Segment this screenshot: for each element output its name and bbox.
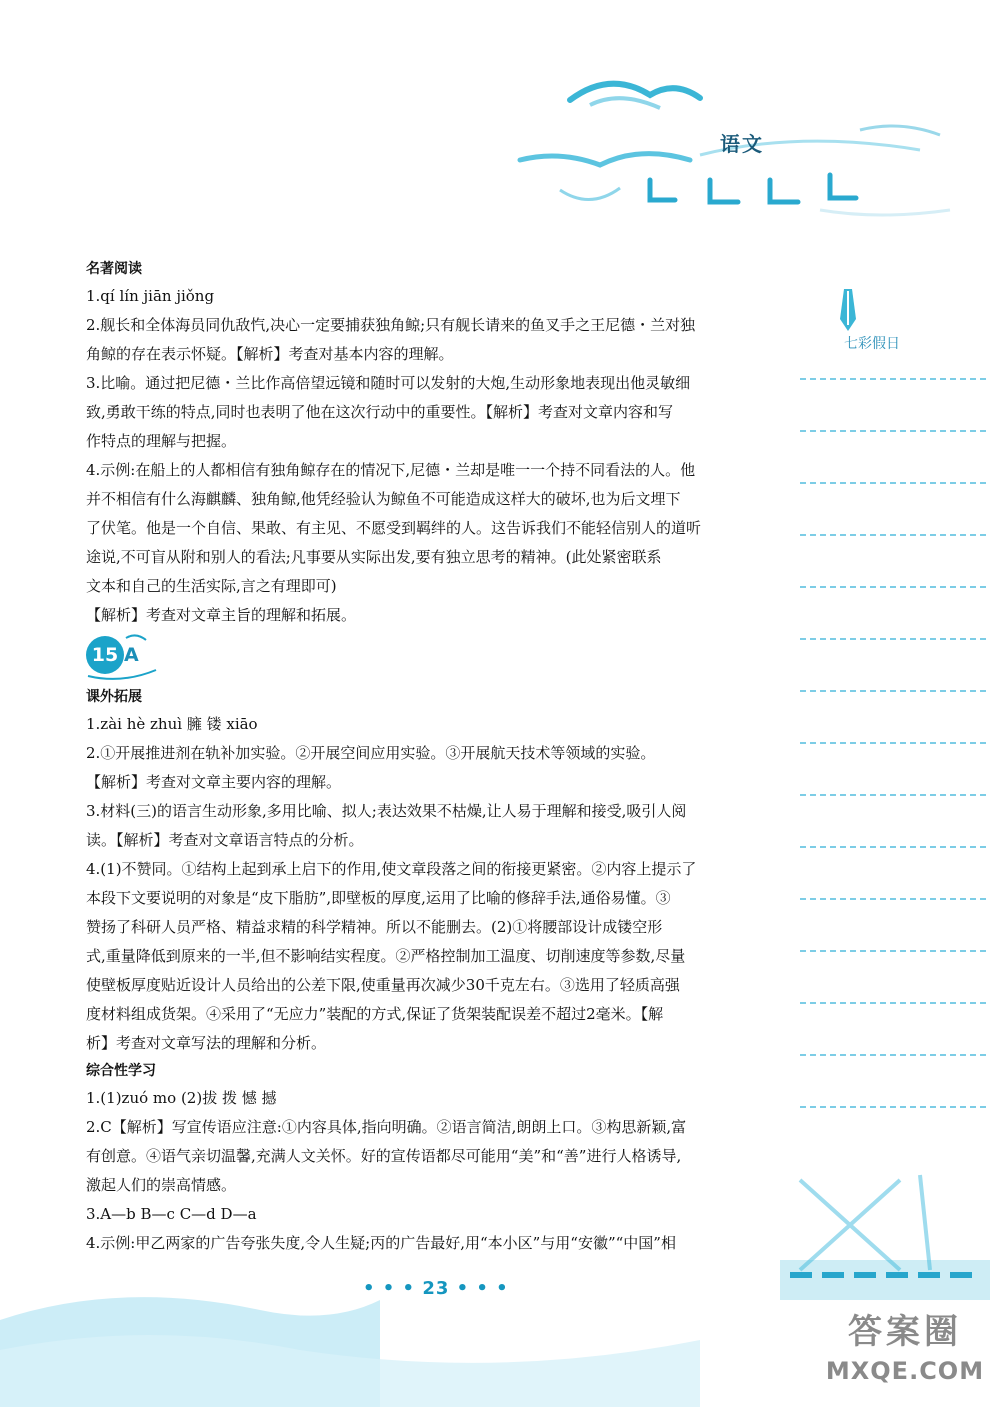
text-line: 途说,不可盲从附和别人的看法;凡事要从实际出发,要有独立思考的精神。(此处紧密联系 — [86, 548, 662, 566]
watermark — [820, 1310, 990, 1388]
text-line: 赞扬了科研人员严格、精益求精的科学精神。所以不能删去。(2)①将腰部设计成镂空形 — [86, 918, 663, 936]
text-line: 作特点的理解与把握。 — [86, 432, 237, 450]
text-line: 【解析】考查对文章主要内容的理解。 — [86, 773, 342, 791]
note-line — [800, 846, 986, 848]
text-line: 并不相信有什么海麒麟、独角鲸,他凭经验认为鲸鱼不可能造成这样大的破坏,也为后文埋下 — [86, 490, 681, 508]
answer-content — [86, 256, 764, 1258]
footer-decoration — [780, 1160, 1000, 1310]
watermark-title: 答案圈 — [848, 1312, 962, 1352]
text-line: 角鲸的存在表示怀疑。【解析】考查对基本内容的理解。 — [86, 345, 454, 363]
text-line: 3.材料(三)的语言生动形象,多用比喻、拟人;表达效果不枯燥,让人易于理解和接受,吸引人阅 — [86, 802, 687, 820]
subject-label: 语文 — [720, 132, 764, 156]
lesson-badge — [86, 630, 764, 684]
note-line — [800, 586, 986, 588]
text-line: 激起人们的崇高情感。 — [86, 1176, 237, 1194]
text-line: 1.qí lín jiān jiǒng — [86, 287, 215, 305]
note-line — [800, 742, 986, 744]
note-line — [800, 534, 986, 536]
note-line — [800, 794, 986, 796]
note-line — [800, 1054, 986, 1056]
section-title: 课外拓展 — [86, 689, 142, 705]
text-line: 使壁板厚度贴近设计人员给出的公差下限,使重量再次减少30千克左右。③选用了轻质高强 — [86, 976, 680, 994]
text-line: 文本和自己的生活实际,言之有理即可) — [86, 577, 337, 595]
text-line: 4.示例:甲乙两家的广告夸张失度,令人生疑;丙的广告最好,用“本小区”与用“安徽”“中国”相 — [86, 1234, 676, 1252]
text-line: 析】考查对文章写法的理解和分析。 — [86, 1034, 327, 1052]
note-line — [800, 898, 986, 900]
text-line: 了伏笔。他是一个自信、果敢、有主见、不愿受到羁绊的人。这告诉我们不能轻信别人的道听 — [86, 519, 702, 537]
note-line — [800, 430, 986, 432]
text-line: 【解析】考查对文章主旨的理解和拓展。 — [86, 606, 357, 624]
text-line: 4.示例:在船上的人都相信有独角鲸存在的情况下,尼德・兰却是唯一一个持不同看法的人。他 — [86, 461, 696, 479]
note-line — [800, 950, 986, 952]
text-line: 致,勇敢干练的特点,同时也表明了他在这次行动中的重要性。【解析】考查对文章内容和写 — [86, 403, 674, 421]
sidebar-title: 七彩假日 — [844, 336, 900, 352]
text-line: 3.比喻。通过把尼德・兰比作高倍望远镜和随时可以发射的大炮,生动形象地表现出他灵敏细 — [86, 374, 691, 392]
note-line — [800, 690, 986, 692]
section-title: 名著阅读 — [86, 261, 142, 277]
text-line: 有创意。④语气亲切温馨,充满人文关怀。好的宣传语都尽可能用“美”和“善”进行人格诱导, — [86, 1147, 682, 1165]
lesson-number: 15 — [86, 636, 124, 674]
text-line: 本段下文要说明的对象是“皮下脂肪”,即壁板的厚度,运用了比喻的修辞手法,通俗易懂。③ — [86, 889, 671, 907]
page-number: • • • 23 • • • — [363, 1278, 509, 1299]
text-line: 2.舰长和全体海员同仇敌忾,决心一定要捕获独角鲸;只有舰长请来的鱼叉手之王尼德・兰对独 — [86, 316, 696, 334]
note-line — [800, 482, 986, 484]
text-line: 4.(1)不赞同。①结构上起到承上启下的作用,使文章段落之间的衔接更紧密。②内容上提示了 — [86, 860, 697, 878]
text-line: 1.(1)zuó mo (2)拔 拨 憾 撼 — [86, 1089, 277, 1107]
lesson-letter: A — [124, 644, 139, 666]
text-line: 读。【解析】考查对文章语言特点的分析。 — [86, 831, 364, 849]
note-line — [800, 1106, 986, 1108]
text-line: 3.A—b B—c C—d D—a — [86, 1205, 257, 1223]
text-line: 度材料组成货架。④采用了“无应力”装配的方式,保证了货架装配误差不超过2毫米。【解 — [86, 1005, 664, 1023]
text-line: 2.C【解析】写宣传语应注意:①内容具体,指向明确。②语言简洁,朗朗上口。③构思新颖,富 — [86, 1118, 687, 1136]
text-line: 1.zài hè zhuì 臃 镂 xiāo — [86, 715, 258, 733]
text-line: 2.①开展推进剂在轨补加实验。②开展空间应用实验。③开展航天技术等领域的实验。 — [86, 744, 656, 762]
pen-icon — [834, 285, 864, 333]
section-title: 综合性学习 — [86, 1063, 156, 1079]
watermark-url: MXQE.COM — [825, 1357, 985, 1385]
note-line — [800, 638, 986, 640]
text-line: 式,重量降低到原来的一半,但不影响结实程度。②严格控制加工温度、切削速度等参数,尽量 — [86, 947, 686, 965]
note-line — [800, 1002, 986, 1004]
note-line — [800, 378, 986, 380]
